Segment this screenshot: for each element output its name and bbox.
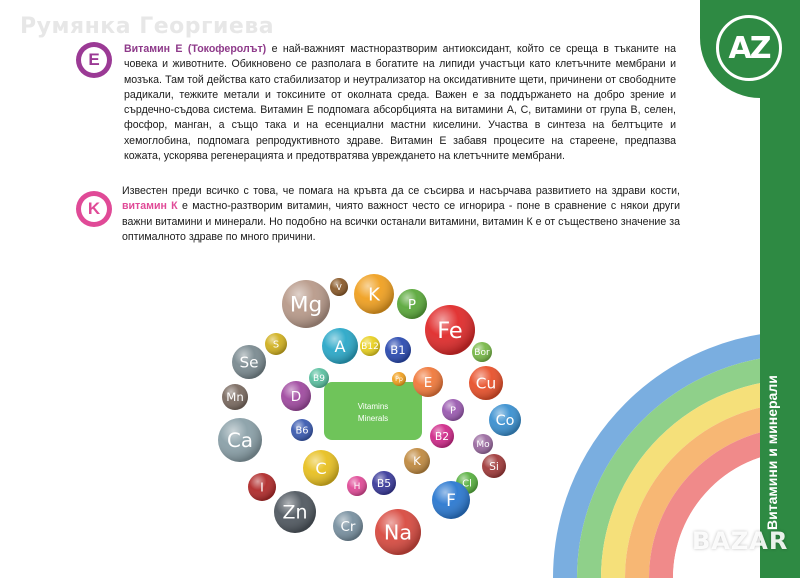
sphere-label: B5	[376, 476, 392, 490]
sphere-mn-11	[222, 384, 248, 410]
sphere-b12-8	[360, 336, 380, 356]
vitamin-e-letter: E	[81, 47, 107, 73]
sphere-c-23	[303, 450, 339, 486]
sphere-mo-22	[473, 434, 493, 454]
center-label-2: Minerals	[357, 414, 389, 423]
side-title: Витамини и минерали	[764, 375, 780, 530]
vitamin-e-paragraph	[124, 42, 676, 164]
sphere-h-27	[347, 476, 367, 496]
sphere-label: S	[272, 339, 280, 351]
sphere-label: Cu	[475, 374, 497, 393]
vitamin-k-letter: K	[81, 196, 107, 222]
sphere-b2-21	[430, 424, 454, 448]
vitamin-e-text: е най-важният мастноразтворим антиоксидант, който се среща в тъканите на човека и животните. Обикновено се разполага в богатите на липиди участъци като клетъчните мембрани и мозъка. Там той действа като стабилизатор и неутрализатор на оксидативните щети, причинени от свободните радикали, тежките метали и токсините от околната среда. Важен е за поддържането на добро зрение и сърдечно-съдова система. Витамин Е подпомага абсорбцията на витамини А, С, витамини от група В, селен, фосфор, манган, а също така и на есенциални мастни киселини. Участва в синтеза на белтъците и хемоглобина, подпомага репродуктивното здраве. Витамин Е забавя процесите на стареене, предпазва кожата, ускорява регенерацията и предотвратява увреждането на клетъчните мембрани.	[124, 43, 677, 163]
sphere-label: B9	[313, 374, 325, 385]
sphere-label: E	[423, 374, 433, 391]
sphere-label: B6	[295, 425, 309, 437]
sphere-label: Na	[383, 520, 413, 545]
sphere-mg-0	[282, 280, 330, 328]
sphere-label: Cr	[340, 518, 356, 535]
sphere-co-20	[489, 404, 521, 436]
vitamin-k-text-after: е мастно-разтворим витамин, чиято важност често се игнорира - поне в сравнение с някои други важни витамини и минерали. Но подобно на всички останали витамини, витамин К е от съществено значение за оптималното здраве по много причини.	[122, 200, 680, 243]
sphere-a-7	[322, 328, 358, 364]
center-label-1: Vitamins	[357, 402, 389, 411]
sphere-label: A	[334, 336, 346, 356]
sphere-p-3	[397, 289, 427, 319]
sphere-label: Fe	[437, 318, 463, 344]
sphere-b9-13	[309, 368, 329, 388]
watermark-text: Румянка Георгиева	[20, 14, 275, 39]
sphere-label: Mo	[476, 440, 490, 451]
vitamin-k-text-before: Известен преди всичко с това, че помага на кръвта да се съсирва и насърчава развитието на здрави кости,	[122, 185, 680, 197]
sphere-label: B1	[390, 343, 406, 358]
az-icon	[716, 15, 782, 81]
sphere-label: Mg	[289, 292, 323, 318]
sphere-f-33	[432, 478, 472, 519]
sphere-label: Si	[489, 459, 499, 473]
vitamin-e-title: Витамин Е (Токоферолът)	[124, 43, 267, 55]
sphere-label: F	[446, 491, 456, 512]
sphere-label: Se	[239, 353, 259, 372]
sphere-label: C	[315, 458, 327, 478]
sphere-label: V	[336, 281, 342, 292]
sphere-label: B2	[434, 429, 450, 443]
az-label: AZ	[728, 30, 770, 66]
sphere-label: Zn	[282, 501, 308, 524]
sphere-label: P	[450, 405, 456, 417]
vitamins-minerals-illustration	[206, 254, 536, 574]
sphere-d-12	[281, 381, 311, 411]
sphere-pp-14	[392, 372, 406, 386]
sphere-cu-16	[469, 366, 503, 400]
vitamin-e-icon	[76, 42, 112, 78]
sphere-b6-18	[291, 419, 313, 441]
sphere-cr-31	[333, 511, 363, 541]
sphere-zn-30	[274, 491, 316, 533]
sphere-k-2	[354, 274, 394, 314]
sphere-label: Ca	[227, 429, 253, 453]
sphere-label: Cl	[462, 478, 472, 490]
sphere-bor-10	[472, 342, 492, 362]
vitamin-k-highlight: витамин К	[122, 200, 178, 213]
sphere-label: Bor	[474, 348, 490, 359]
sphere-ca-17	[218, 418, 262, 462]
sphere-v-1	[330, 278, 348, 296]
sphere-label: Mn	[226, 390, 244, 405]
sphere-s-6	[265, 333, 287, 355]
sphere-label: Pp	[395, 376, 403, 384]
sphere-i-24	[248, 473, 276, 501]
sphere-k-25	[404, 448, 430, 474]
sphere-e-15	[413, 367, 443, 397]
sphere-b1-9	[385, 337, 411, 363]
sphere-label: B12	[361, 342, 379, 353]
sphere-label: Co	[495, 413, 515, 430]
sphere-p-19	[442, 399, 464, 421]
sphere-label: D	[290, 388, 302, 405]
vitamin-k-icon	[76, 191, 112, 227]
sphere-label: K	[413, 454, 421, 469]
sphere-b5-28	[372, 471, 396, 495]
bazar-watermark: BAZAR	[692, 527, 789, 555]
sphere-label: I	[260, 479, 264, 495]
sphere-label: H	[353, 482, 361, 493]
sphere-se-5	[232, 345, 266, 379]
center-box	[324, 382, 422, 440]
sphere-fe-4	[425, 305, 475, 355]
sphere-label: P	[407, 296, 417, 313]
sphere-label: K	[368, 284, 380, 306]
vitamin-k-paragraph	[122, 184, 680, 245]
sphere-na-32	[375, 509, 421, 555]
sphere-si-26	[482, 454, 506, 478]
